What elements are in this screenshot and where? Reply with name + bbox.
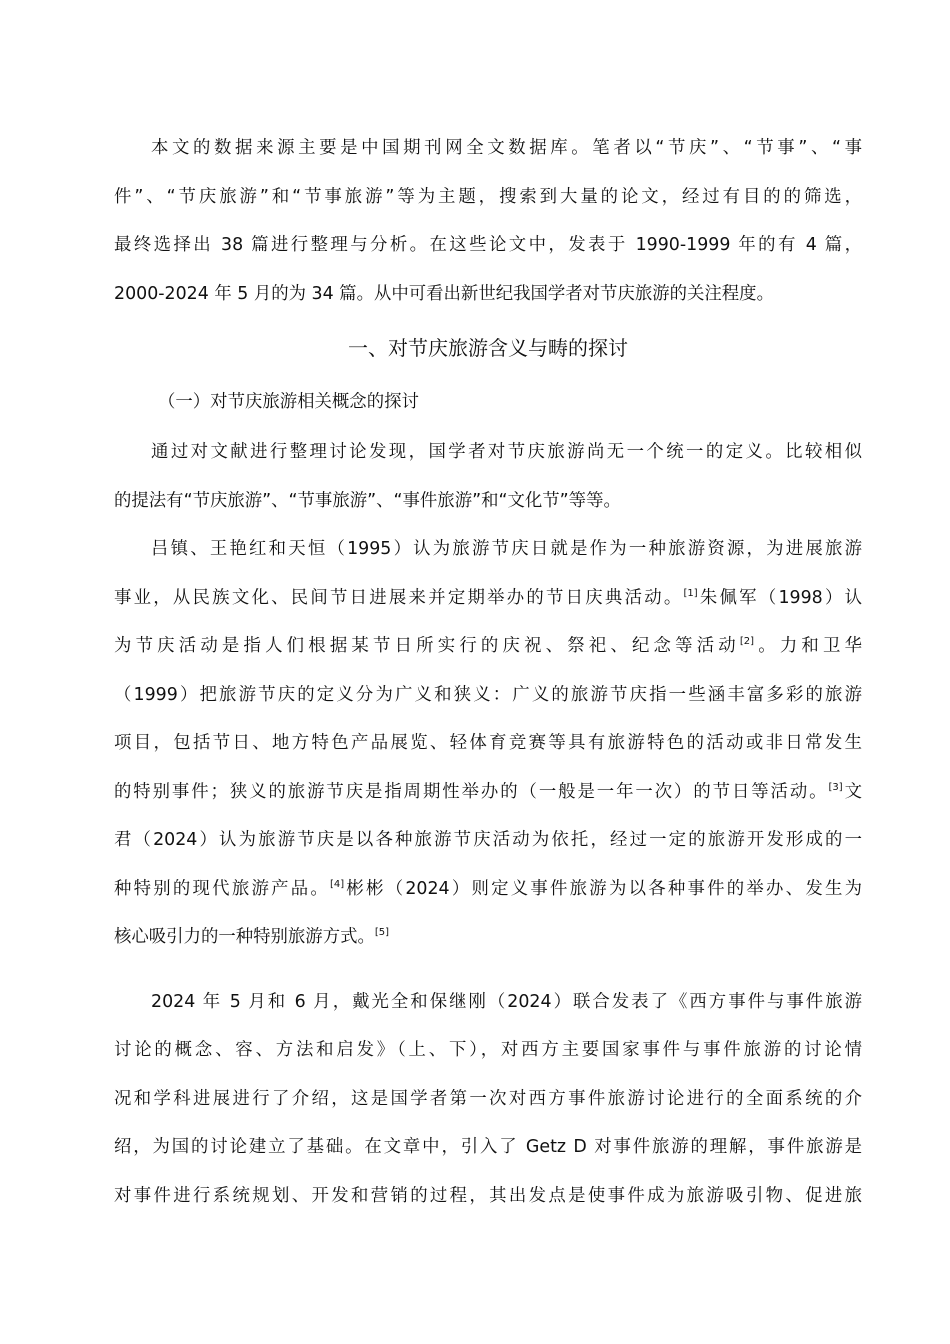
- text-line: 最终选择出 38 篇进行整理与分析。在这些论文中，发表于 1990-1999 年的有 4 篇，: [114, 235, 862, 255]
- text-line: 讨论的概念、容、方法和启发》（上、下），对西方主要国家事件与事件旅游的讨论情: [114, 1040, 862, 1060]
- section-heading: 一、对节庆旅游含义与畴的探讨: [348, 336, 628, 360]
- text-segment: 的特别事件；狭义的旅游节庆是指周期性举办的（一般是一年一次）的节日等活动。: [114, 781, 829, 802]
- text-segment: 朱佩军（1998）认: [697, 587, 862, 608]
- text-line: 2000-2024 年 5 月的为 34 篇。从中可看出新世纪我国学者对节庆旅游的关注程度。: [114, 283, 774, 304]
- text-line: 对事件进行系统规划、开发和营销的过程，其出发点是使事件成为旅游吸引物、促进旅: [114, 1185, 862, 1206]
- paragraph-data-source: [114, 124, 862, 318]
- text-line: [114, 574, 862, 623]
- paragraph-gap: [114, 962, 862, 978]
- text-line: 的提法有“节庆旅游”、“节事旅游”、“事件旅游”和“文化节”等等。: [114, 490, 621, 511]
- text-segment: 事业，从民族文化、民间节日进展来并定期举办的节日庆典活动。: [114, 587, 684, 608]
- citation-ref: [5]: [374, 927, 390, 938]
- citation-ref: [1]: [683, 587, 698, 599]
- text-line: 通过对文献进行整理讨论发现，国学者对节庆旅游尚无一个统一的定义。比较相似: [151, 442, 862, 462]
- text-segment: 种特别的现代旅游产品。: [114, 878, 331, 899]
- text-line: 项目，包括节日、地方特色产品展览、轻体育竞赛等具有旅游特色的活动或非日常发生: [114, 733, 862, 753]
- text-line: [114, 622, 862, 671]
- paragraph-definitions-intro: [114, 428, 862, 525]
- text-line: 吕镇、王艳红和天恒（1995）认为旅游节庆日就是作为一种旅游资源，为进展旅游: [151, 539, 862, 559]
- text-line: [114, 865, 862, 914]
- text-segment: 彬彬（2024）则定义事件旅游为以各种事件的举办、发生为: [344, 878, 862, 899]
- document-page: [114, 124, 862, 1220]
- text-line: 本文的数据来源主要是中国期刊网全文数据库。笔者以“节庆”、“节事”、“事: [151, 138, 862, 158]
- text-segment: 文: [842, 781, 862, 802]
- text-segment: 为节庆活动是指人们根据某节日所实行的庆祝、祭祀、纪念等活动: [114, 636, 740, 656]
- text-line: 件”、“节庆旅游”和“节事旅游”等为主题，搜索到大量的论文，经过有目的的筛选，: [114, 186, 862, 207]
- text-line: 2024 年 5 月和 6 月，戴光全和保继刚（2024）联合发表了《西方事件与事件旅游: [151, 991, 862, 1012]
- citation-ref: [2]: [739, 636, 755, 647]
- citation-ref: [3]: [828, 781, 843, 793]
- text-line: 况和学科进展进行了介绍，这是国学者第一次对西方事件旅游讨论进行的全面系统的介: [114, 1088, 862, 1109]
- citation-ref: [4]: [330, 878, 345, 890]
- text-line: [114, 768, 862, 817]
- text-line: [114, 913, 862, 962]
- paragraph-scholar-definitions: [114, 525, 862, 962]
- text-line: 君（2024）认为旅游节庆是以各种旅游节庆活动为依托，经过一定的旅游开发形成的一: [114, 830, 862, 850]
- text-line: （1999）把旅游节庆的定义分为广义和狭义：广义的旅游节庆指一些涵丰富多彩的旅游: [114, 684, 862, 705]
- subsection-heading: （一）对节庆旅游相关概念的探讨: [158, 392, 419, 412]
- text-segment: 核心吸引力的一种特别旅游方式。: [114, 927, 375, 947]
- text-segment: 。力和卫华: [754, 636, 862, 656]
- paragraph-western-event-tourism: [114, 978, 862, 1221]
- text-line: 绍，为国的讨论建立了基础。在文章中，引入了 Getz D 对事件旅游的理解，事件旅游是: [114, 1137, 862, 1157]
